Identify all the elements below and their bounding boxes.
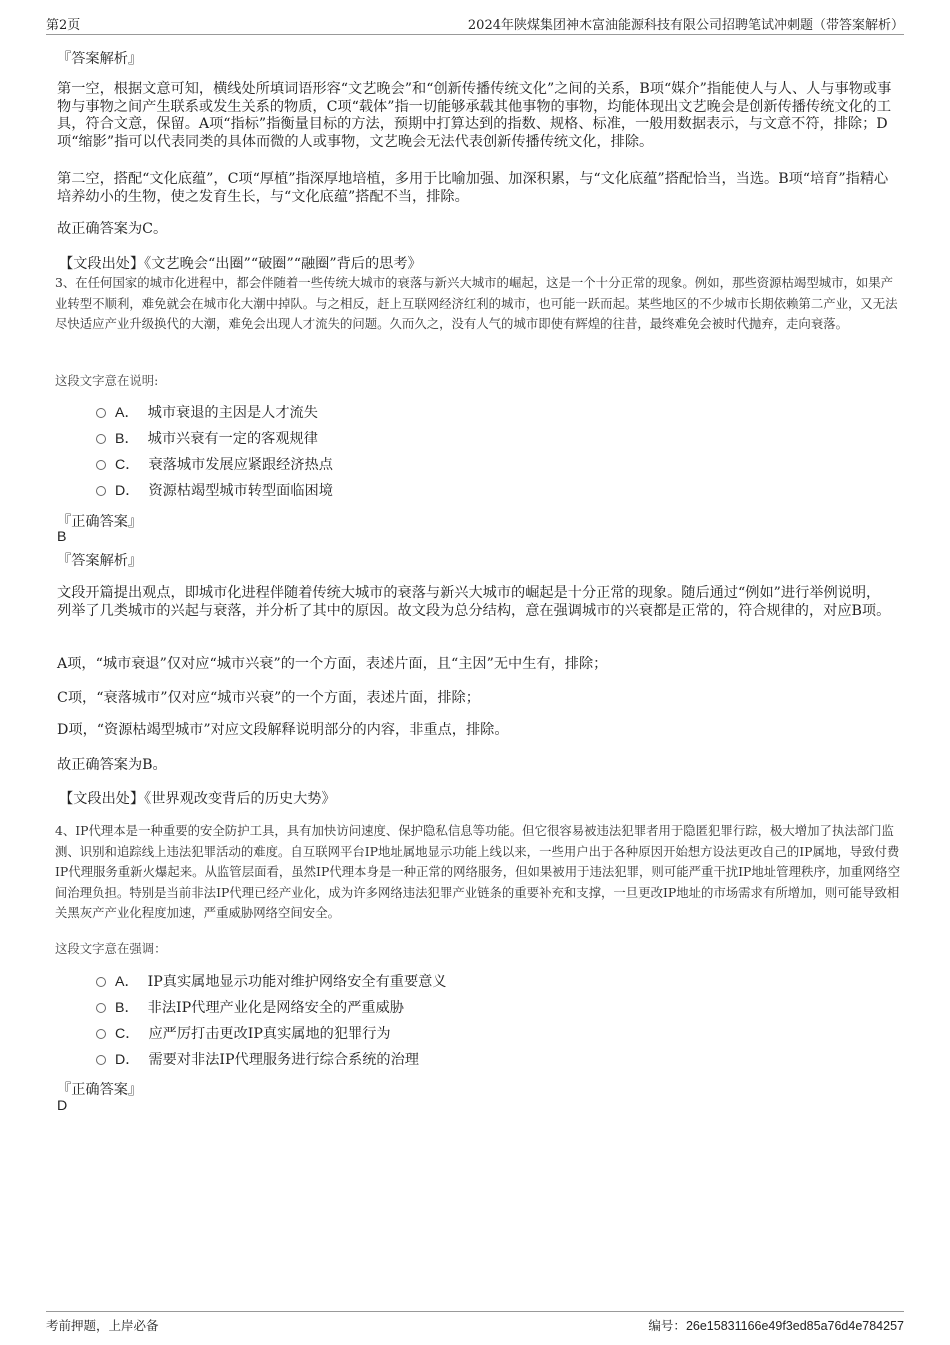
conclusion: 故正确答案为B。 [57, 757, 167, 773]
analysis-paragraph: C项，“衰落城市”仅对应“城市兴衰”的一个方面，表述片面，排除； [57, 690, 480, 706]
source-citation: 【文段出处】《世界观改变背后的历史大势》 [59, 791, 336, 807]
radio-button[interactable] [96, 434, 106, 444]
analysis-tag: 『答案解析』 [57, 51, 143, 67]
correct-answer: B [57, 529, 67, 545]
radio-button[interactable] [96, 1003, 106, 1013]
page-footer [46, 1311, 904, 1335]
radio-button[interactable] [96, 977, 106, 987]
radio-button[interactable] [96, 1029, 106, 1039]
option-a[interactable]: A． IP真实属地显示功能对维护网络安全有重要意义 [96, 972, 447, 992]
answer-tag: 『正确答案』 [57, 1082, 143, 1098]
document-title: 2024年陕煤集团神木富油能源科技有限公司招聘笔试冲刺题（带答案解析） [467, 18, 904, 33]
option-a[interactable]: A． 城市衰退的主因是人才流失 [96, 403, 318, 423]
footer-slogan: 考前押题，上岸必备 [46, 1318, 159, 1333]
analysis-paragraph: A项，“城市衰退”仅对应“城市兴衰”的一个方面，表述片面，且“主因”无中生有，排除； [57, 656, 608, 672]
analysis-tag: 『答案解析』 [57, 553, 143, 569]
radio-button[interactable] [96, 486, 106, 496]
radio-button[interactable] [96, 408, 106, 418]
question-text: 4、IP代理本是一种重要的安全防护工具，具有加快访问速度、保护隐私信息等功能。但它很容易被违法犯罪者用于隐匿犯罪行踪，极大增加了执法部门监测、识别和追踪线上违法犯罪活动的难度。自互联网平台IP地址属地显示功能上线以来，一些用户出于各种原因开始想方设法更改自己的IP属地，导致付费IP代理服务重新火爆起来。从监管层面看，虽然IP代理本身是一种正常的网络服务，但如果被用于违法犯罪，则可能严重干扰IP地址管理秩序，加重网络空间治理负担。特别是当前非法IP代理已经产业化，成为许多网络违法犯罪产业链条的重要补充和支撑，一旦更改IP地址的市场需求有所增加，则可能导致相关黑灰产产业化程度加速，严重威胁网络空间安全。 [55, 823, 901, 920]
option-d[interactable]: D． 资源枯竭型城市转型面临困境 [96, 481, 333, 501]
option-b[interactable]: B． 非法IP代理产业化是网络安全的严重威胁 [96, 998, 404, 1018]
option-d[interactable]: D． 需要对非法IP代理服务进行综合系统的治理 [96, 1050, 419, 1070]
source-citation: 【文段出处】《文艺晚会“出圈”“破圈”“融圈”背后的思考》 [59, 256, 422, 272]
analysis-paragraph: 文段开篇提出观点，即城市化进程伴随着传统大城市的衰落与新兴大城市的崛起是十分正常的现象。随后通过“例如”进行举例说明，列举了几类城市的兴起与衰落，并分析了其中的原因。故文段为总分结构，意在强调城市的兴衰都是正常的，符合规律的，对应B项。 [57, 585, 891, 619]
analysis-paragraph: D项，“资源枯竭型城市”对应文段解释说明部分的内容，非重点，排除。 [57, 722, 509, 738]
option-c[interactable]: C． 应严厉打击更改IP真实属地的犯罪行为 [96, 1024, 391, 1044]
question-text: 3、在任何国家的城市化进程中，都会伴随着一些传统大城市的衰落与新兴大城市的崛起，这是一个十分正常的现象。例如，那些资源枯竭型城市，如果产业转型不顺利，难免就会在城市化大潮中掉队。与之相反，赶上互联网经济红利的城市，也可能一跃而起。某些地区的不少城市长期依赖第二产业，又无法尽快适应产业升级换代的大潮，难免会出现人才流失的问题。久而久之，没有人气的城市即使有辉煌的往昔，最终难免会被时代抛弃，走向衰落。 [55, 275, 898, 331]
radio-button[interactable] [96, 460, 106, 470]
option-c[interactable]: C． 衰落城市发展应紧跟经济热点 [96, 455, 333, 475]
radio-button[interactable] [96, 1055, 106, 1065]
document-id: 编号：26e15831166e49f3ed85a76d4e784257 [648, 1318, 904, 1333]
page-header [46, 14, 904, 35]
analysis-paragraph: 第一空，根据文意可知，横线处所填词语形容“文艺晚会”和“创新传播传统文化”之间的关系，B项“媒介”指能使人与人、人与事物或事物与事物之间产生联系或发生关系的物质，C项“载体”指一切能够承载其他事物的事物，均能体现出文艺晚会是创新传播传统文化的工具，符合文意，保留。A项“指标”指衡量目标的方法，预期中打算达到的指数、规格、标准，一般用数据表示，与文意不符，排除；D项“缩影”指可以代表同类的具体而微的人或事物，文艺晚会无法代表创新传播传统文化，排除。 [57, 81, 892, 150]
page-number: 第2页 [46, 18, 81, 33]
conclusion: 故正确答案为C。 [57, 221, 168, 237]
question-stem: 这段文字意在强调： [55, 941, 167, 956]
question-stem: 这段文字意在说明: [55, 373, 159, 388]
answer-tag: 『正确答案』 [57, 514, 143, 530]
correct-answer: D [57, 1098, 68, 1114]
analysis-paragraph: 第二空，搭配“文化底蕴”，C项“厚植”指深厚地培植，多用于比喻加强、加深积累，与“文化底蕴”搭配恰当，当选。B项“培育”指精心培养幼小的生物，使之发育生长，与“文化底蕴”搭配不当，排除。 [57, 171, 889, 205]
option-b[interactable]: B． 城市兴衰有一定的客观规律 [96, 429, 318, 449]
